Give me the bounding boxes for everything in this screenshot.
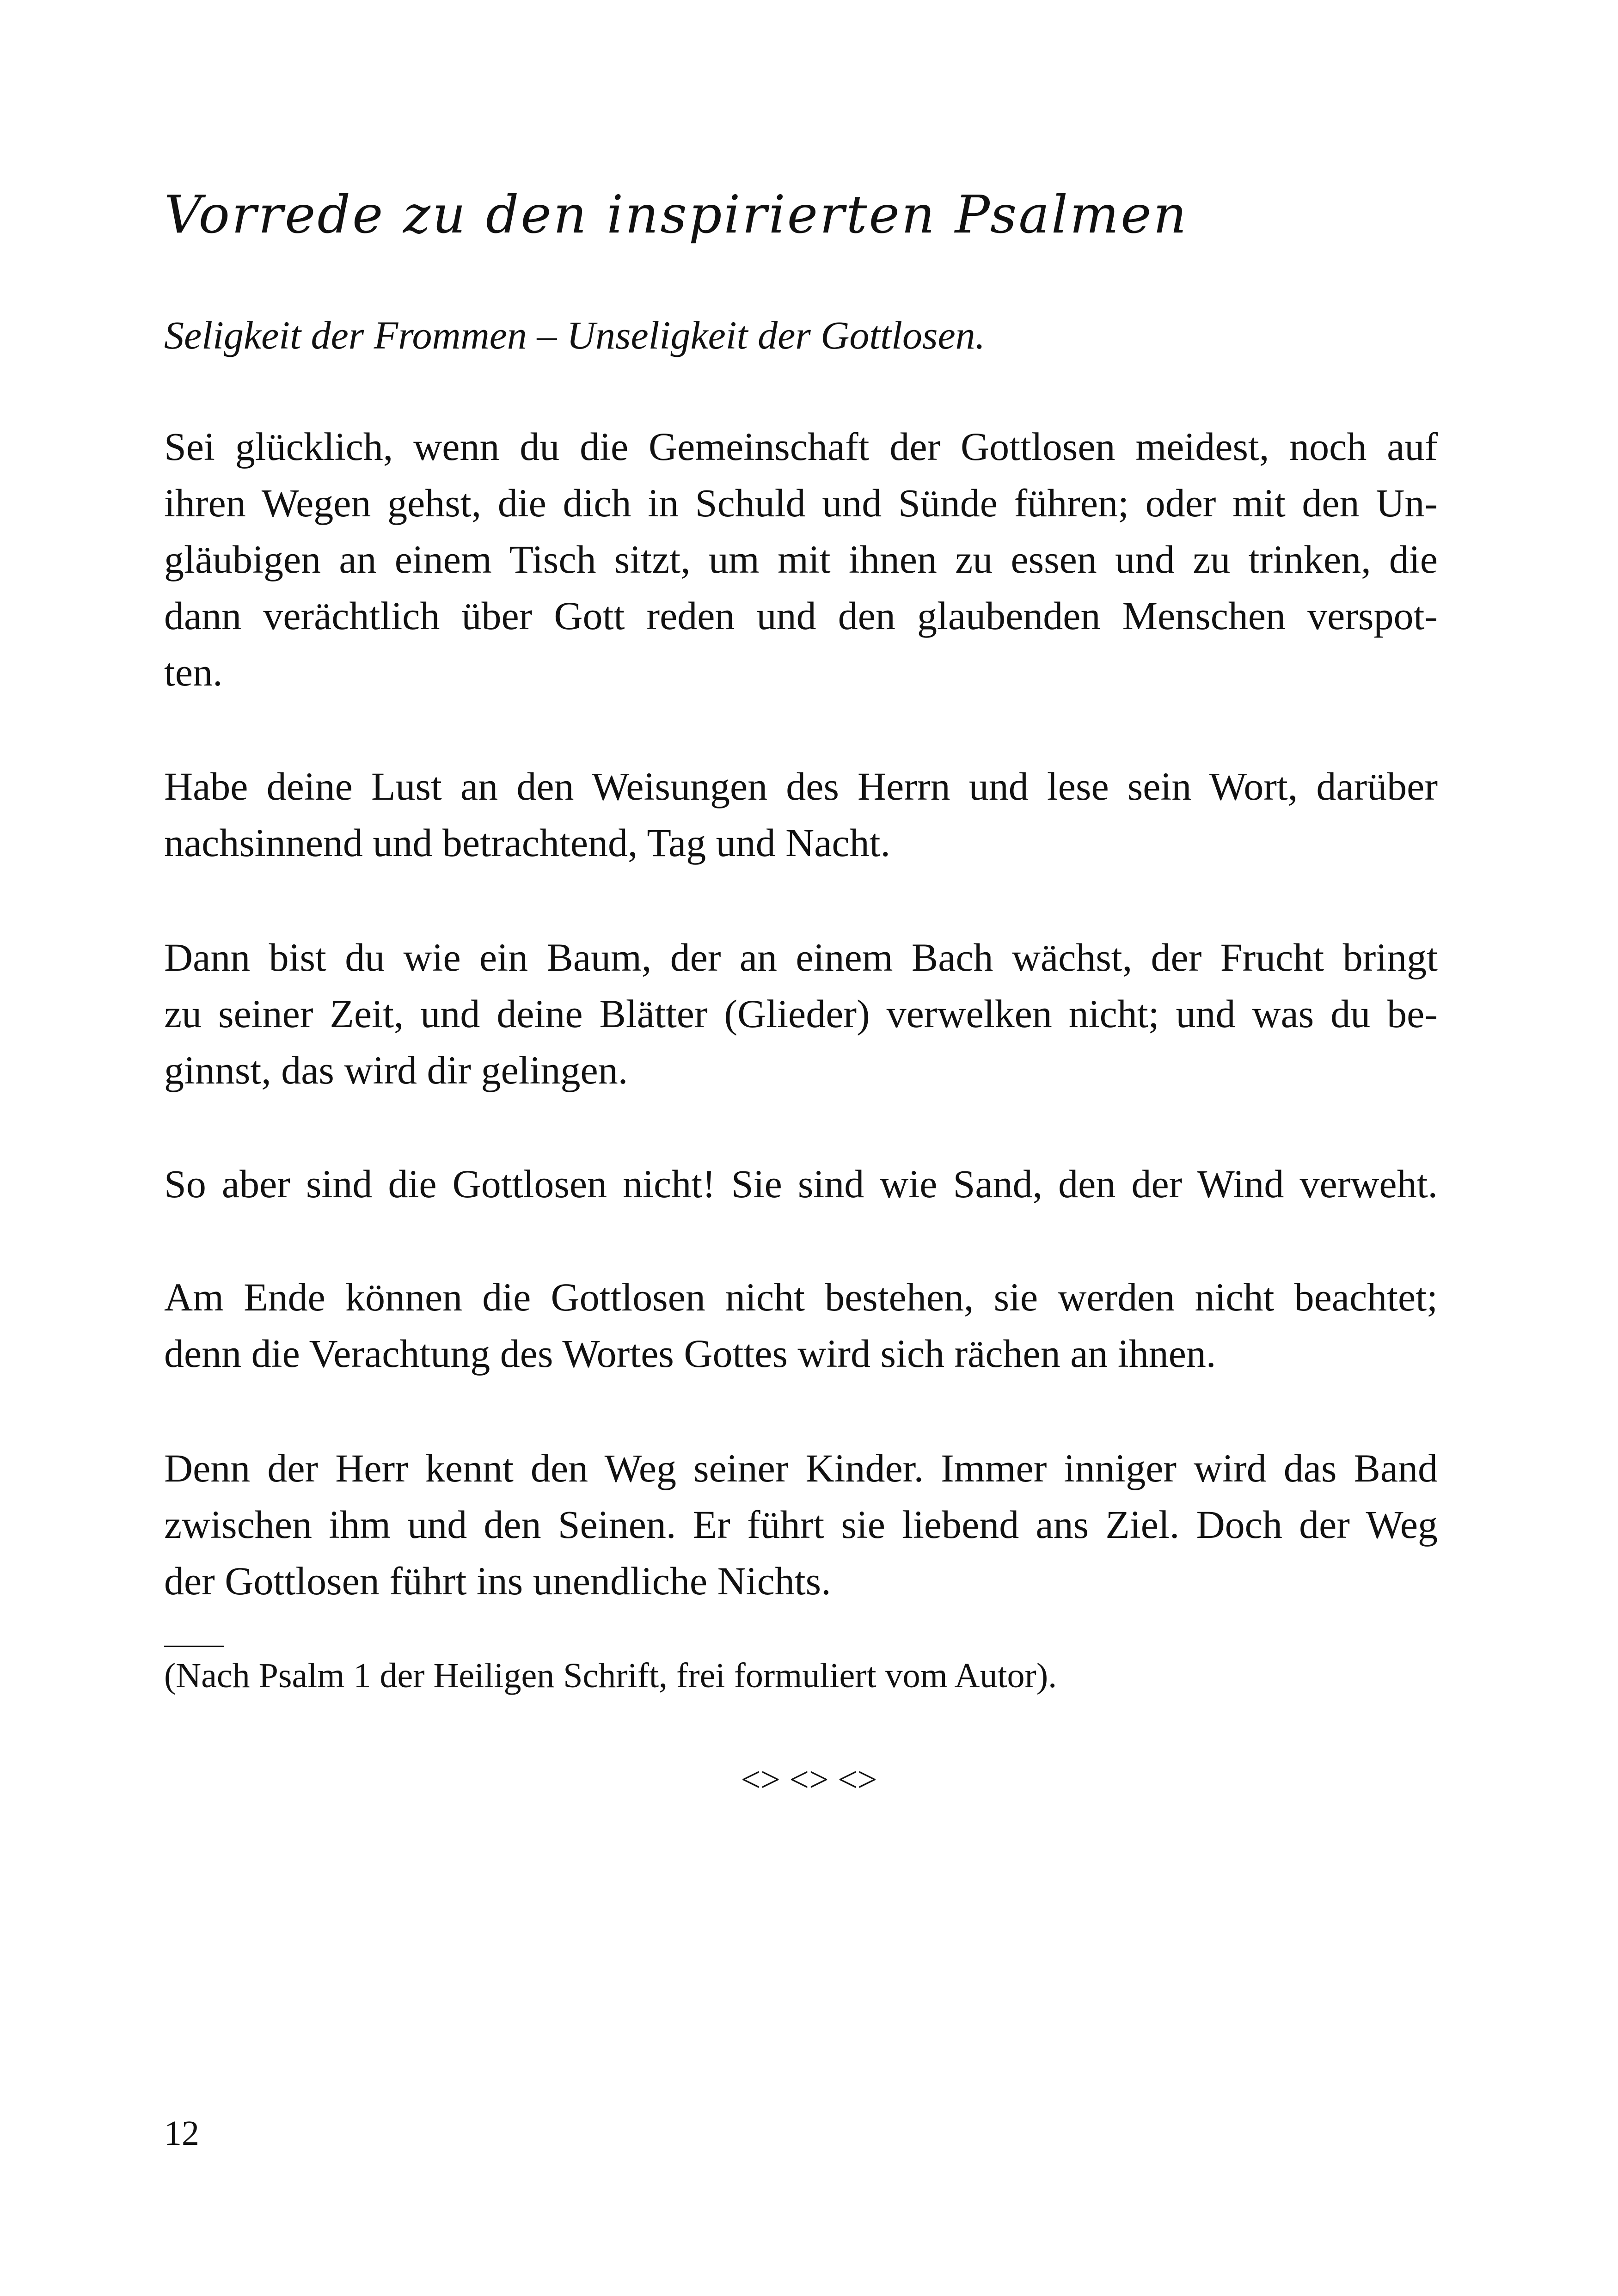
text-line: zwischen ihm und den Seinen. Er führt sie liebend ans Ziel. Doch der Weg — [164, 1502, 1438, 1547]
text-line: Sei glücklich, wenn du die Gemeinschaft der Gottlosen meidest, noch auf — [164, 424, 1438, 469]
page-number: 12 — [164, 2114, 199, 2153]
text-line: ten. — [164, 650, 223, 694]
text-line: gläubigen an einem Tisch sitzt, um mit ihnen zu essen und zu trinken, die — [164, 537, 1438, 582]
paragraph-5 — [164, 1269, 1438, 1382]
text-line: Denn der Herr kennt den Weg seiner Kinder. Immer inniger wird das Band — [164, 1446, 1438, 1490]
text-line: dann verächtlich über Gott reden und den glaubenden Menschen verspot- — [164, 594, 1438, 638]
paragraph-4 — [164, 1156, 1438, 1212]
paragraph-3 — [164, 929, 1438, 1098]
footnote-divider — [164, 1646, 224, 1647]
text-line: ginnst, das wird dir gelingen. — [164, 1048, 628, 1092]
text-line: Am Ende können die Gottlosen nicht bestehen, sie werden nicht beachtet; — [164, 1275, 1438, 1319]
text-line: der Gottlosen führt ins unendliche Nichts. — [164, 1559, 831, 1603]
text-line: denn die Verachtung des Wortes Gottes wird sich rächen an ihnen. — [164, 1331, 1216, 1376]
text-line: So aber sind die Gottlosen nicht! Sie sind wie Sand, den der Wind verweht. — [164, 1162, 1438, 1206]
text-line: nachsinnend und betrachtend, Tag und Nacht. — [164, 820, 890, 865]
text-line: Dann bist du wie ein Baum, der an einem Bach wächst, der Frucht bringt — [164, 935, 1438, 980]
section-separator: <> <> <> — [741, 1760, 877, 1799]
paragraph-2 — [164, 758, 1438, 871]
paragraph-6 — [164, 1440, 1438, 1609]
chapter-subtitle: Seligkeit der Frommen – Unseligkeit der Gottlosen. — [164, 313, 986, 357]
text-line: zu seiner Zeit, und deine Blätter (Glieder) verwelken nicht; und was du be- — [164, 992, 1438, 1036]
text-line: Habe deine Lust an den Weisungen des Herrn und lese sein Wort, darüber — [164, 764, 1438, 808]
chapter-title: Vorrede zu den inspirierten Psalmen — [164, 185, 1189, 245]
footnote: (Nach Psalm 1 der Heiligen Schrift, frei formuliert vom Autor). — [164, 1656, 1057, 1695]
text-line: ihren Wegen gehst, die dich in Schuld und Sünde führen; oder mit den Un- — [164, 481, 1438, 525]
paragraph-1 — [164, 418, 1438, 700]
